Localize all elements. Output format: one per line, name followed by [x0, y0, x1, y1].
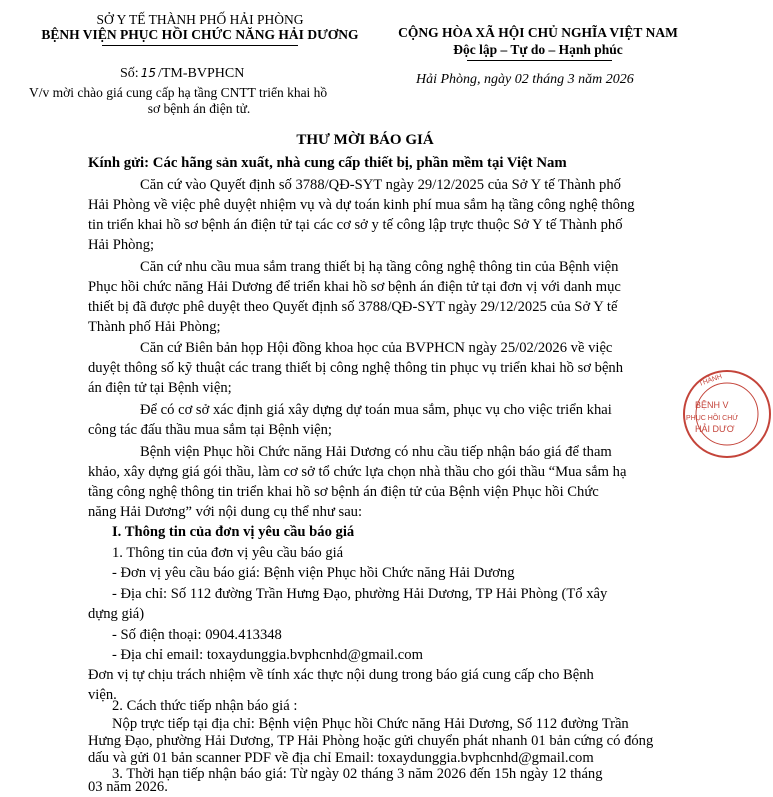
- stamp-line-3: HẢI DƯƠ: [695, 424, 735, 434]
- p2-line-2: Phục hồi chức năng Hải Dương để triển khai hồ sơ bệnh án điện tử tại đơn vị với danh mục: [88, 279, 621, 295]
- recipient-line: Kính gửi: Các hãng sản xuất, nhà cung cấp thiết bị, phần mềm tại Việt Nam: [88, 155, 567, 171]
- document-number: [120, 66, 244, 82]
- responsibility-line-2: viện.: [88, 687, 117, 703]
- s3-line-2: 03 năm 2026.: [88, 779, 168, 795]
- p1-line-4: Hải Phòng;: [88, 237, 155, 253]
- hospital-seal-stamp: [681, 368, 773, 460]
- nation-title: CỘNG HÒA XÃ HỘI CHỦ NGHĨA VIỆT NAM: [398, 25, 678, 40]
- p5-line-1: Bệnh viện Phục hồi Chức năng Hải Dương có nhu cầu tiếp nhận báo giá để tham: [140, 444, 612, 460]
- p2-line-4: Thành phố Hải Phòng;: [88, 319, 221, 335]
- s2-line-3: dấu và gửi 01 bản scanner PDF về địa chỉ Email: toxaydunggia.bvphcnhd@gmail.com: [88, 750, 594, 766]
- stamp-ring-text: THÀNH: [698, 373, 724, 388]
- hospital-name: BỆNH VIỆN PHỤC HỒI CHỨC NĂNG HẢI DƯƠNG: [41, 27, 359, 42]
- s2-line-2: Hưng Đạo, phường Hải Dương, TP Hải Phòng hoặc gửi chuyển phát nhanh 01 bản cứng có đóng: [88, 733, 654, 749]
- s2-line-1: Nộp trực tiếp tại địa chỉ: Bệnh viện Phục hồi Chức năng Hải Dương, Số 112 đường Trần: [112, 716, 629, 732]
- subject-line-2: sơ bệnh án điện tử.: [147, 101, 251, 116]
- p4-line-1: Để có cơ sở xác định giá xây dựng dự toán mua sắm, phục vụ cho việc triển khai: [140, 402, 612, 418]
- address-line-1: - Địa chỉ: Số 112 đường Trần Hưng Đạo, phường Hải Dương, TP Hải Phòng (Tổ xây: [112, 586, 608, 602]
- p3-line-1: Căn cứ Biên bản họp Hội đồng khoa học của BVPHCN ngày 25/02/2026 về việc: [140, 340, 613, 356]
- motto-underline: [467, 60, 612, 61]
- p5-line-2: khảo, xây dựng giá gói thầu, làm cơ sở tổ chức lựa chọn nhà thầu cho gói thầu “Mua sắm hạ: [88, 464, 627, 480]
- handwritten-number: 15: [140, 66, 156, 80]
- p5-line-3: tầng công nghệ thông tin triển khai hồ sơ bệnh án điện tử của Bệnh viện Phục hồi Chức: [88, 484, 599, 500]
- document-date: Hải Phòng, ngày 02 tháng 3 năm 2026: [416, 72, 634, 87]
- p4-line-2: công tác đấu thầu mua sắm tại Bệnh viện;: [88, 422, 332, 438]
- requesting-unit: - Đơn vị yêu cầu báo giá: Bệnh viện Phục hồi Chức năng Hải Dương: [112, 565, 515, 581]
- p3-line-2: duyệt thông số kỹ thuật các trang thiết bị công nghệ thông tin phục vụ triển khai hồ sơ bệnh: [88, 360, 624, 376]
- p3-line-3: án điện tử tại Bệnh viện;: [88, 380, 232, 396]
- section-1-heading: I. Thông tin của đơn vị yêu cầu báo giá: [112, 524, 355, 540]
- number-prefix: Số:: [120, 66, 139, 81]
- section-1-1: 1. Thông tin của đơn vị yêu cầu báo giá: [112, 545, 344, 561]
- number-suffix: /TM-BVPHCN: [157, 66, 245, 81]
- document-title: THƯ MỜI BÁO GIÁ: [296, 132, 434, 148]
- email-address: - Địa chỉ email: toxaydunggia.bvphcnhd@gmail.com: [112, 647, 423, 663]
- s3-line-1: 3. Thời hạn tiếp nhận báo giá: Từ ngày 02 tháng 3 năm 2026 đến 15h ngày 12 tháng: [112, 766, 603, 782]
- address-line-2: dựng giá): [88, 606, 145, 622]
- p2-line-3: thiết bị đã được phê duyệt theo Quyết định số 3788/QĐ-SYT ngày 29/12/2025 của Sở Y tế: [88, 299, 618, 315]
- stamp-line-1: BỆNH V: [695, 400, 729, 410]
- subject-line-1: V/v mời chào giá cung cấp hạ tầng CNTT triển khai hồ: [29, 85, 328, 100]
- phone-number: - Số điện thoại: 0904.413348: [112, 627, 282, 643]
- hospital-underline: [102, 45, 298, 46]
- p1-line-3: tin triển khai hồ sơ bệnh án điện tử tại các cơ sở y tế công lập trực thuộc Sở Y tế Thành phố: [88, 217, 623, 233]
- p2-line-1: Căn cứ nhu cầu mua sắm trang thiết bị hạ tầng công nghệ thông tin của Bệnh viện: [140, 259, 619, 275]
- department-name: SỞ Y TẾ THÀNH PHỐ HẢI PHÒNG: [96, 12, 304, 27]
- stamp-line-2: PHỤC HỒI CHỨ: [686, 415, 739, 422]
- p1-line-1: Căn cứ vào Quyết định số 3788/QĐ-SYT ngày 29/12/2025 của Sở Y tế Thành phố: [140, 177, 621, 193]
- section-2-heading: 2. Cách thức tiếp nhận báo giá :: [112, 698, 298, 714]
- p5-line-4: năng Hải Dương” với nội dung cụ thể như sau:: [88, 504, 363, 520]
- responsibility-line-1: Đơn vị tự chịu trách nhiệm về tính xác thực nội dung trong báo giá cung cấp cho Bệnh: [88, 667, 594, 683]
- p1-line-2: Hải Phòng về việc phê duyệt nhiệm vụ và dự toán kinh phí mua sắm hạ tầng công nghệ thông: [88, 197, 635, 213]
- national-motto: Độc lập – Tự do – Hạnh phúc: [453, 42, 623, 57]
